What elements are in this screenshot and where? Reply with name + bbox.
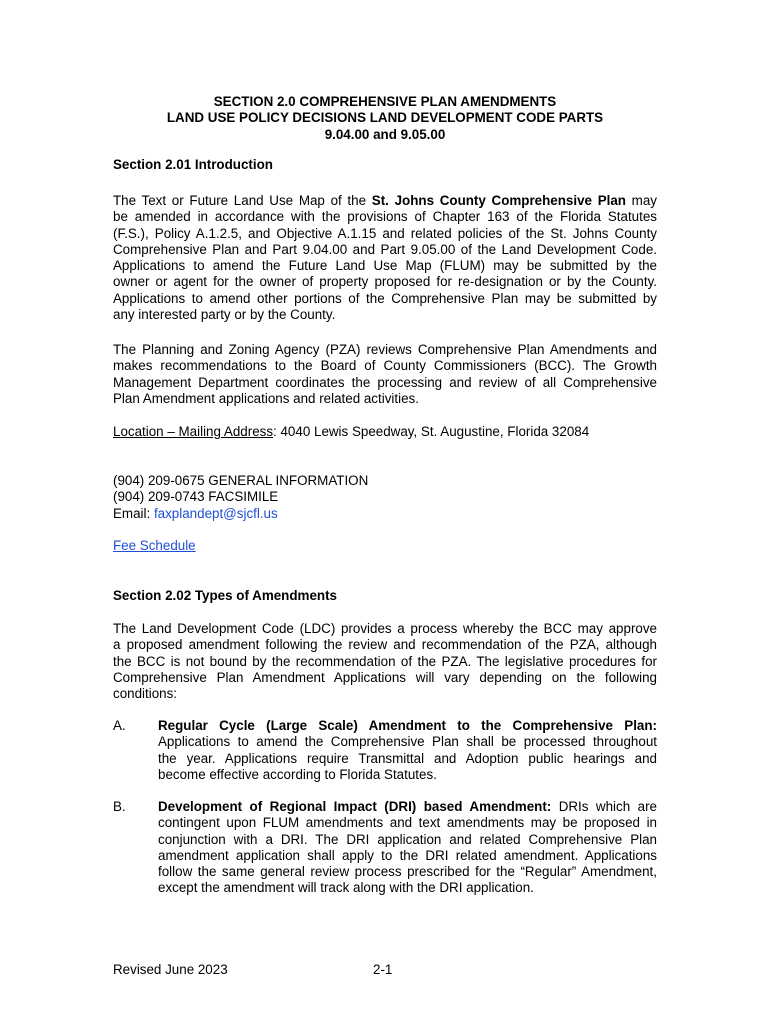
title-line-2: LAND USE POLICY DECISIONS LAND DEVELOPMENT CODE PARTS <box>166 110 604 126</box>
types-line-5: conditions: <box>113 686 178 702</box>
types-line-2: a proposed amendment following the review and recommendation of the PZA, although <box>113 637 657 653</box>
section-2-01-heading: Section 2.01 Introduction <box>113 157 273 172</box>
item-b-line-2: contingent upon FLUM amendments and text amendments may be proposed in <box>158 815 657 831</box>
email-label: Email: <box>113 505 154 521</box>
contact-block <box>113 473 657 522</box>
item-b-line-4: amendment application shall apply to the DRI related amendment. Applications <box>158 847 657 863</box>
item-a-title: Regular Cycle (Large Scale) Amendment to the Comprehensive Plan: <box>158 718 657 733</box>
fee-schedule-line <box>113 538 657 554</box>
types-line-3: the BCC is not bound by the recommendation of the PZA. The legislative procedures for <box>113 653 657 669</box>
intro-line-8: any interested party or by the County. <box>113 307 336 323</box>
item-a-letter: A. <box>113 718 126 733</box>
pza-line-3: Management Department coordinates the processing and review of all Comprehensive <box>113 374 657 390</box>
pza-line-4: Plan Amendment applications and related activities. <box>113 390 419 406</box>
item-b-letter: B. <box>113 799 126 814</box>
fee-schedule-link[interactable]: Fee Schedule <box>113 538 196 553</box>
section-2-02-heading: Section 2.02 Types of Amendments <box>113 588 337 603</box>
plan-name: St. Johns County Comprehensive Plan <box>371 193 626 208</box>
footer-page-number: 2-1 <box>373 962 393 977</box>
item-b-body <box>158 799 657 897</box>
intro-line-7: Applications to amend other portions of the Comprehensive Plan may be submitted by <box>113 290 657 306</box>
title-line-1: SECTION 2.0 COMPREHENSIVE PLAN AMENDMENTS <box>213 94 557 109</box>
item-a-line-2: Applications to amend the Comprehensive Plan shall be processed throughout <box>158 734 657 750</box>
intro-line-2: be amended in accordance with the provisions of Chapter 163 of the Florida Statutes <box>113 209 657 225</box>
types-line-4: Comprehensive Plan Amendment Applications will vary depending on the following <box>113 669 657 685</box>
address-value: : 4040 Lewis Speedway, St. Augustine, Florida 32084 <box>273 424 590 439</box>
intro-paragraph <box>113 193 657 323</box>
item-b-line-1: Development of Regional Impact (DRI) based Amendment: DRIs which are <box>158 799 657 814</box>
pza-paragraph <box>113 342 657 407</box>
intro-line-6: owner or agent for the owner of property proposed for re-designation or by the County. <box>113 274 657 290</box>
mailing-address <box>113 424 657 440</box>
item-a-body <box>158 718 657 783</box>
pza-line-2: makes recommendations to the Board of County Commissioners (BCC). The Growth <box>113 358 657 374</box>
item-a-line-3: the year. Applications require Transmittal and Adoption public hearings and <box>158 750 657 766</box>
email-link[interactable]: faxplandept@sjcfl.us <box>153 505 278 521</box>
item-b-title: Development of Regional Impact (DRI) based Amendment: <box>158 799 552 814</box>
email-line <box>113 506 657 522</box>
types-intro-paragraph <box>113 621 657 702</box>
intro-line-1: The Text or Future Land Use Map of the St. Johns County Comprehensive Plan may <box>113 193 657 208</box>
fax-number: (904) 209-0743 FACSIMILE <box>113 489 279 505</box>
item-b-line-5: follow the same general review process prescribed for the “Regular” Amendment, <box>158 864 657 880</box>
item-a-line-4: become effective according to Florida Statutes. <box>158 766 437 782</box>
title-line-3: 9.04.00 and 9.05.00 <box>324 126 446 142</box>
intro-line-4: Comprehensive Plan and Part 9.04.00 and Part 9.05.00 of the Land Development Code. <box>113 241 657 257</box>
document-title <box>113 94 657 143</box>
types-line-1: The Land Development Code (LDC) provides a process whereby the BCC may approve <box>113 621 657 636</box>
pza-line-1: The Planning and Zoning Agency (PZA) reviews Comprehensive Plan Amendments and <box>113 342 657 357</box>
address-label: Location – Mailing Address <box>113 424 274 439</box>
item-b-line-3: conjunction with a DRI. The DRI application and related Comprehensive Plan <box>158 831 657 847</box>
footer-revised: Revised June 2023 <box>113 962 228 977</box>
intro-line-3: (F.S.), Policy A.1.2.5, and Objective A.1.15 and related policies of the St. Johns County <box>113 225 657 241</box>
phone-number: (904) 209-0675 GENERAL INFORMATION <box>113 473 369 488</box>
intro-line-5: Applications to amend the Future Land Use Map (FLUM) may be submitted by the <box>113 258 657 274</box>
item-b-line-6: except the amendment will track along with the DRI application. <box>158 880 534 896</box>
